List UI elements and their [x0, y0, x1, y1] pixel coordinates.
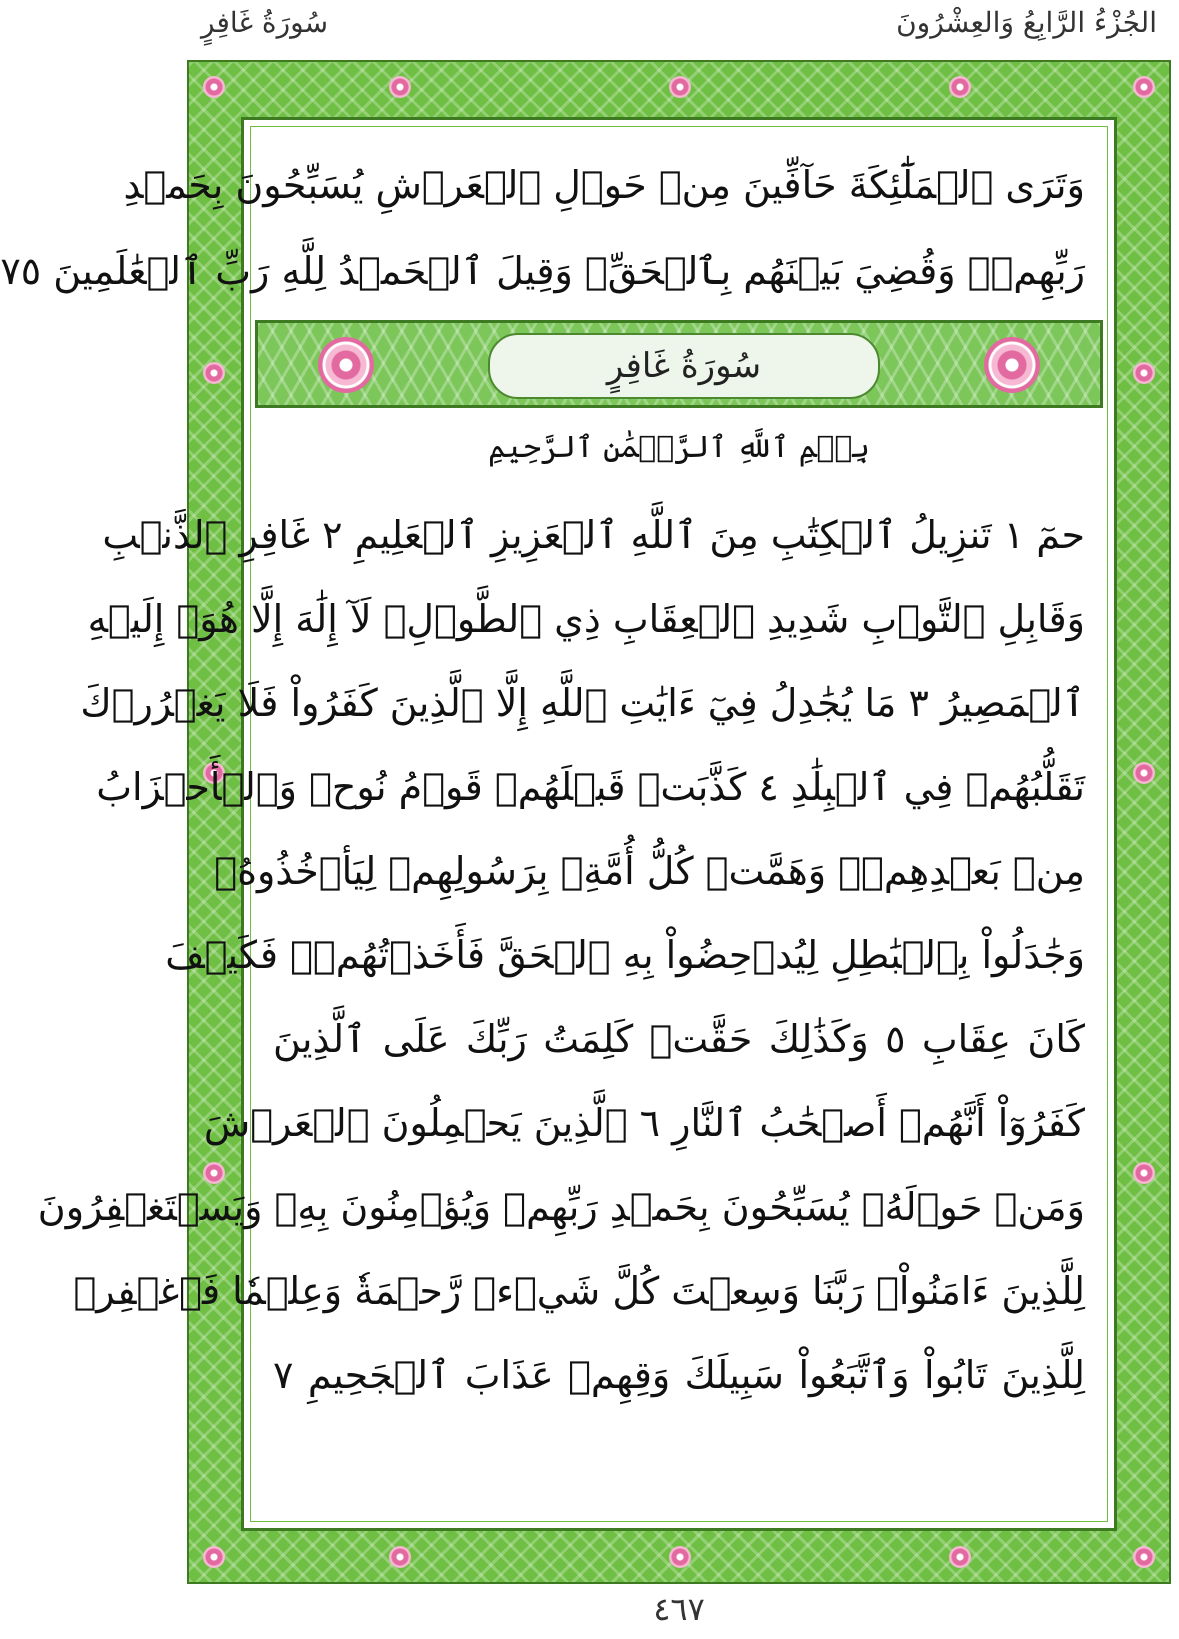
- text-line: وَتَرَى ٱلۡمَلَٰٓئِكَةَ حَآفِّينَ مِنۡ حَوۡلِ ٱلۡعَرۡشِ يُسَبِّحُونَ بِحَمۡدِ: [123, 163, 1085, 207]
- page-number: ٤٦٧: [653, 1590, 705, 1628]
- rosette-icon: [203, 76, 225, 98]
- rosette-icon: [1133, 76, 1155, 98]
- page-text: [0, 60, 1119, 1584]
- page-header: [179, 0, 1179, 60]
- text-line: لِلَّذِينَ تَابُواْ وَٱتَّبَعُواْ سَبِيلَكَ وَقِهِمۡ عَذَابَ ٱلۡجَحِيمِ ٧: [273, 1353, 1085, 1397]
- text-line: كَانَ عِقَابِ ٥ وَكَذَٰلِكَ حَقَّتۡ كَلِمَتُ رَبِّكَ عَلَى ٱلَّذِينَ: [273, 1017, 1086, 1061]
- surah-banner: [255, 320, 1103, 408]
- medallion-icon: [984, 337, 1040, 393]
- rosette-icon: [1133, 1546, 1155, 1568]
- surah-header-title: سُورَةُ غَافِرٍ: [201, 6, 329, 39]
- medallion-icon: [318, 337, 374, 393]
- surah-title: سُورَةُ غَافِرٍ: [606, 346, 762, 386]
- rosette-icon: [1133, 1162, 1155, 1184]
- surah-cartouche: [488, 333, 880, 399]
- juz-title: الجُزْءُ الرَّابِعُ وَالعِشْرُونَ: [896, 6, 1157, 39]
- rosette-icon: [1133, 762, 1155, 784]
- basmala: بِسۡمِ ٱللَّهِ ٱلرَّحۡمَٰنِ ٱلرَّحِيمِ: [488, 430, 870, 465]
- text-line: كَفَرُوٓاْ أَنَّهُمۡ أَصۡحَٰبُ ٱلنَّارِ ٦ ٱلَّذِينَ يَحۡمِلُونَ ٱلۡعَرۡشَ: [203, 1101, 1085, 1145]
- text-line: وَقَابِلِ ٱلتَّوۡبِ شَدِيدِ ٱلۡعِقَابِ ذِي ٱلطَّوۡلِۖ لَآ إِلَٰهَ إِلَّا هُوَۖ إِلَيۡهِ: [87, 597, 1085, 641]
- text-line: وَجَٰدَلُواْ بِٱلۡبَٰطِلِ لِيُدۡحِضُواْ بِهِ ٱلۡحَقَّ فَأَخَذۡتُهُمۡۖ فَكَيۡفَ: [165, 933, 1085, 977]
- text-line: رَبِّهِمۡۚ وَقُضِيَ بَيۡنَهُم بِٱلۡحَقِّۚ وَقِيلَ ٱلۡحَمۡدُ لِلَّهِ رَبِّ ٱلۡعَٰلَمِينَ ٧٥: [0, 249, 1085, 293]
- text-line: ٱلۡمَصِيرُ ٣ مَا يُجَٰدِلُ فِيٓ ءَايَٰتِ ٱللَّهِ إِلَّا ٱلَّذِينَ كَفَرُواْ فَلَا يَغۡرُرۡكَ: [80, 681, 1085, 725]
- text-line: لِلَّذِينَ ءَامَنُواْۖ رَبَّنَا وَسِعۡتَ كُلَّ شَيۡءٖ رَّحۡمَةٗ وَعِلۡمٗا فَٱغۡفِرۡ: [73, 1269, 1085, 1313]
- rosette-icon: [1133, 362, 1155, 384]
- text-line: وَمَنۡ حَوۡلَهُۥ يُسَبِّحُونَ بِحَمۡدِ رَبِّهِمۡ وَيُؤۡمِنُونَ بِهِۦ وَيَسۡتَغۡفِرُونَ: [37, 1185, 1085, 1229]
- text-line: تَقَلُّبُهُمۡ فِي ٱلۡبِلَٰدِ ٤ كَذَّبَتۡ قَبۡلَهُمۡ قَوۡمُ نُوحٖ وَٱلۡأَحۡزَابُ: [96, 765, 1085, 809]
- text-line: مِنۢ بَعۡدِهِمۡۖ وَهَمَّتۡ كُلُّ أُمَّةِۭ بِرَسُولِهِمۡ لِيَأۡخُذُوهُۖ: [214, 849, 1085, 893]
- rosette-icon: [203, 362, 225, 384]
- text-line: حمٓ ١ تَنزِيلُ ٱلۡكِتَٰبِ مِنَ ٱللَّهِ ٱلۡعَزِيزِ ٱلۡعَلِيمِ ٢ غَافِرِ ٱلذَّنۢبِ: [102, 513, 1085, 557]
- rosette-icon: [203, 1546, 225, 1568]
